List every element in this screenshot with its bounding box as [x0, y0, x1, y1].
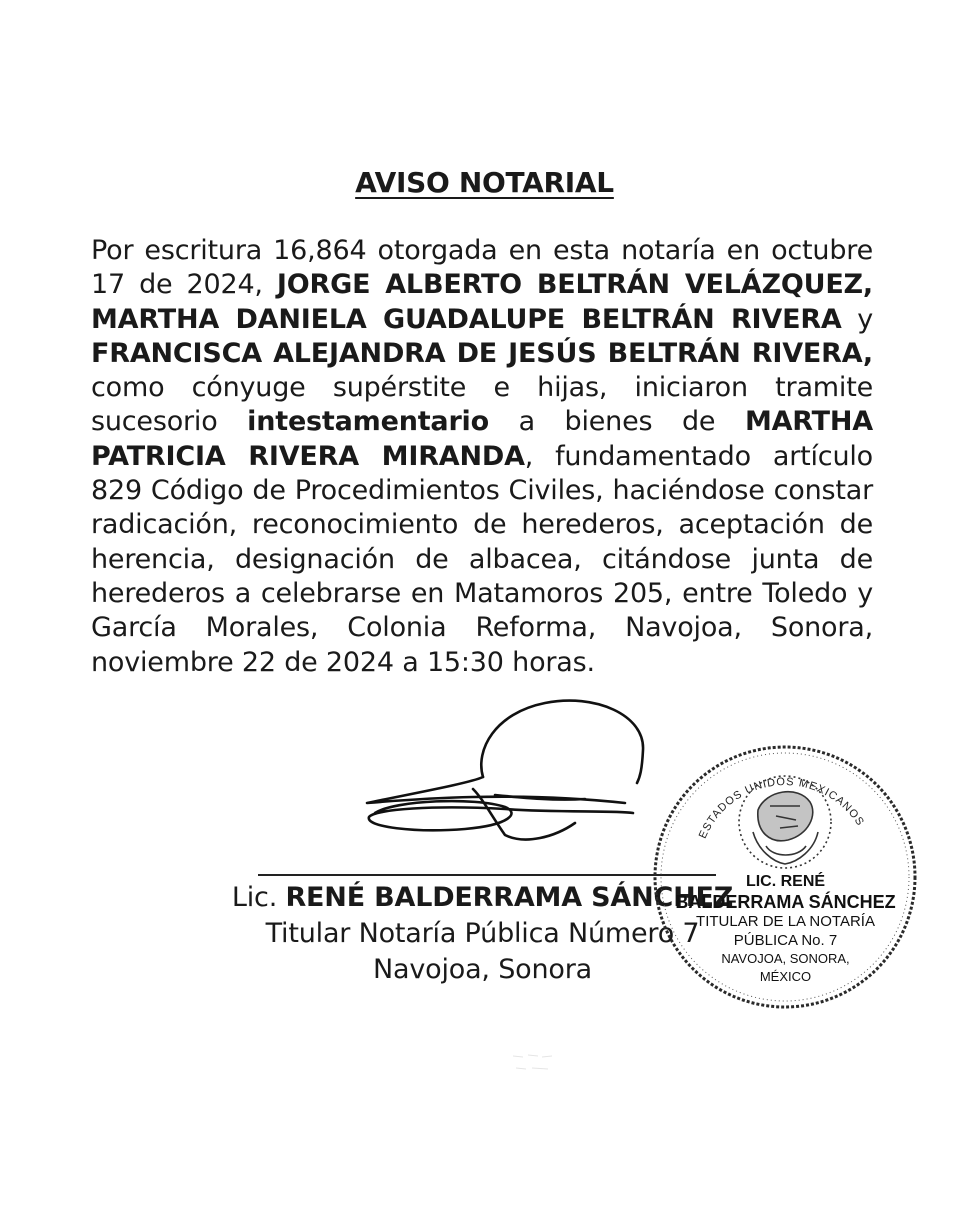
signer-name: RENÉ BALDERRAMA SÁNCHEZ [285, 882, 734, 913]
notice-text-run: como cónyuge supérstite e hijas, iniciaron tramite sucesorio [91, 372, 873, 438]
notice-text-run: y [841, 303, 873, 335]
seal-line-4: PÚBLICA No. 7 [733, 932, 838, 949]
seal-line-3: TITULAR DE LA NOTARÍA [696, 913, 875, 930]
seal-line-1: LIC. RENÉ [745, 873, 826, 890]
handwritten-signature-icon [355, 695, 655, 865]
notice-body [91, 234, 873, 680]
notice-bold-run: JORGE ALBERTO BELTRÁN VELÁZQUEZ, MARTHA DANIELA GUADALUPE BELTRÁN RIVERA [91, 269, 873, 335]
seal-arc-text: ESTADOS UNIDOS MEXICANOS [696, 775, 867, 841]
notice-text-run: , fundamentado artículo 829 Código de Procedimientos Civiles, haciéndose constar radicación, reconocimiento de herederos, aceptación de herencia, designación de albacea, citándose junta de herederos a celebrarse en Matamoros 205, entre Toledo y García Morales, Colonia Reforma, Navojoa, Sonora, noviembre 22 de 2024 a 15:30 horas. [91, 440, 873, 678]
notice-bold-run: MARTHA PATRICIA RIVERA MIRANDA [91, 406, 873, 472]
signer-prefix: Lic. [231, 882, 286, 913]
scan-smudge [508, 1048, 558, 1078]
seal-line-5: NAVOJOA, SONORA, [721, 951, 850, 966]
notice-bold-run: intestamentario [247, 406, 489, 438]
signer-location: Navojoa, Sonora [373, 954, 592, 985]
notice-bold-run: FRANCISCA ALEJANDRA DE JESÚS BELTRÁN RIVERA, [91, 337, 873, 369]
signer-position: Titular Notaría Pública Número 7 [265, 918, 700, 949]
seal-text-block [648, 872, 923, 986]
notice-text-run: Por escritura 16,864 otorgada en esta notaría en octubre 17 de 2024, [91, 235, 873, 301]
seal-line-2: BALDERRAMA SÁNCHEZ [675, 892, 896, 912]
seal-line-6: MÉXICO [759, 969, 812, 984]
notice-text-run: a bienes de [488, 406, 745, 438]
notice-title: AVISO NOTARIAL [355, 166, 614, 199]
